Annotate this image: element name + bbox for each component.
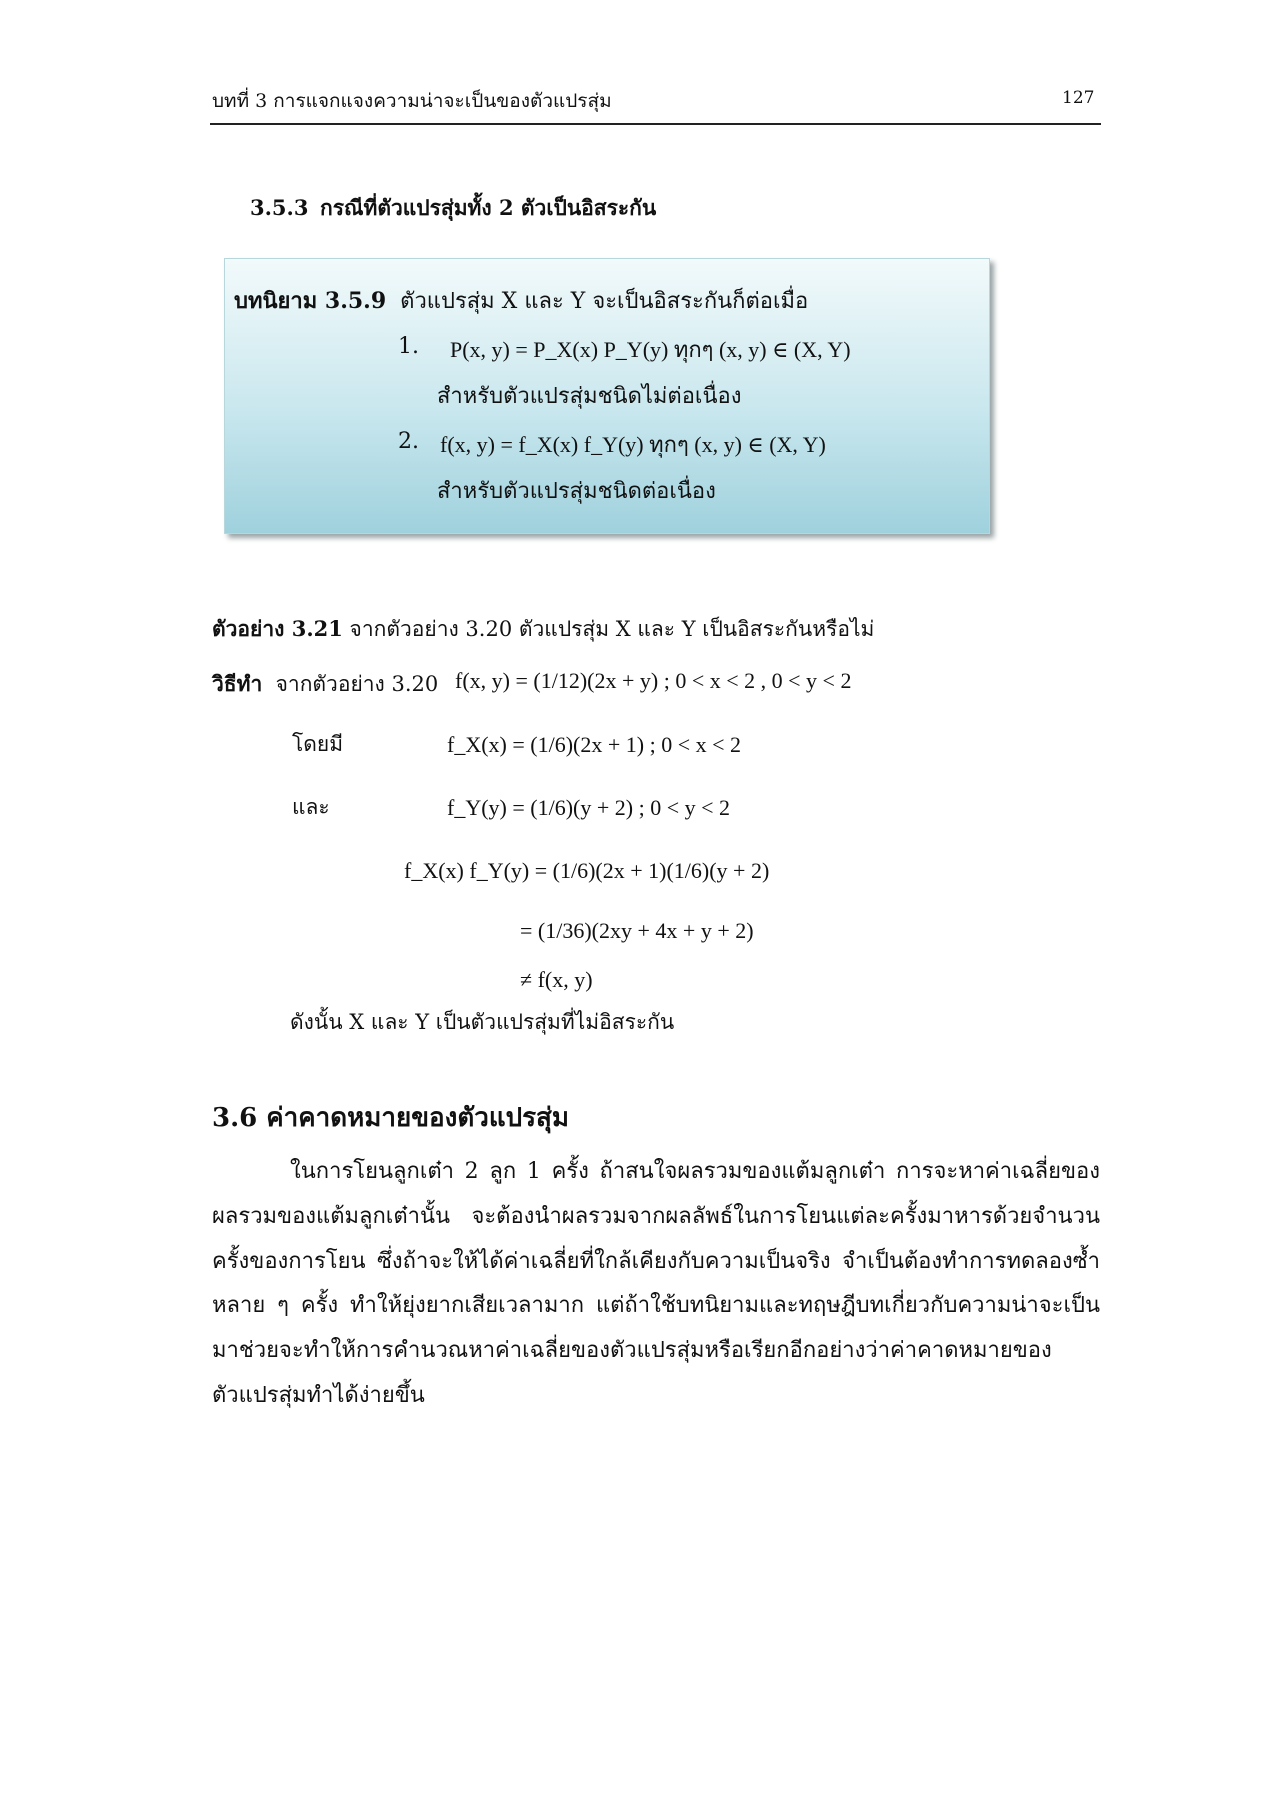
subsection-title: กรณีที่ตัวแปรสุ่มทั้ง 2 ตัวเป็นอิสระกัน	[320, 195, 657, 220]
page-number: 127	[1062, 88, 1095, 108]
definition-intro: ตัวแปรสุ่ม X และ Y จะเป็นอิสระกันก็ต่อเมื่อ	[400, 289, 809, 314]
definition-label: บทนิยาม 3.5.9	[234, 288, 387, 314]
label-and: และ	[292, 795, 330, 819]
solution-line	[212, 668, 438, 701]
equation-expanded: = (1/36)(2xy + 4x + y + 2)	[520, 918, 754, 943]
header-rule	[210, 123, 1101, 125]
definition-item-2-formula: f(x, y) = f_X(x) f_Y(y) ทุกๆ (x, y) ∈ (X, Y)	[440, 432, 826, 457]
definition-item-1-formula: P(x, y) = P_X(x) P_Y(y) ทุกๆ (x, y) ∈ (X, Y)	[450, 337, 851, 362]
definition-heading-line	[234, 283, 808, 318]
solution-ref: จากตัวอย่าง 3.20	[275, 672, 439, 696]
example-conclusion: ดังนั้น X และ Y เป็นตัวแปรสุ่มที่ไม่อิสระกัน	[290, 1010, 675, 1034]
equation-not-equal: ≠ f(x, y)	[520, 967, 593, 992]
definition-item-1-marker: 1.	[398, 334, 419, 359]
example-label: ตัวอย่าง 3.21	[212, 616, 343, 641]
definition-item-1-note: สำหรับตัวแปรสุ่มชนิดไม่ต่อเนื่อง	[437, 384, 742, 409]
subsection-number: 3.5.3	[250, 195, 309, 220]
subsection-heading	[250, 192, 656, 225]
solution-label: วิธีทำ	[212, 671, 263, 696]
section-paragraph-text: ในการโยนลูกเต๋า 2 ลูก 1 ครั้ง ถ้าสนใจผลรวมของแต้มลูกเต๋า การจะหาค่าเฉลี่ยของผลรวมของแต้มลูกเต๋านั้น จะต้องนำผลรวมจากผลลัพธ์ในการโยนแต่ละครั้งมาหารด้วยจำนวนครั้งของการโยน ซึ่งถ้าจะให้ได้ค่าเฉลี่ยที่ใกล้เคียงกับความเป็นจริง จำเป็นต้องทำการทดลองซ้ำหลาย ๆ ครั้ง ทำให้ยุ่งยากเสียเวลามาก แต่ถ้าใช้บทนิยามและทฤษฎีบทเกี่ยวกับความน่าจะเป็นมาช่วยจะทำให้การคำนวณหาค่าเฉลี่ยของตัวแปรสุ่มหรือเรียกอีกอย่างว่าค่าคาดหมายของตัวแปรสุ่มทำได้ง่ายขึ้น	[212, 1159, 1100, 1408]
section-heading: 3.6 ค่าคาดหมายของตัวแปรสุ่ม	[212, 1103, 570, 1133]
running-header-title: บทที่ 3 การแจกแจงความน่าจะเป็นของตัวแปรสุ่ม	[212, 90, 612, 112]
definition-item-2-marker: 2.	[398, 429, 419, 454]
equation-product: f_X(x) f_Y(y) = (1/6)(2x + 1)(1/6)(y + 2)	[404, 858, 770, 883]
equation-marginal-y: f_Y(y) = (1/6)(y + 2) ; 0 < y < 2	[447, 795, 731, 820]
definition-item-2-note: สำหรับตัวแปรสุ่มชนิดต่อเนื่อง	[437, 479, 716, 504]
equation-joint-pdf: f(x, y) = (1/12)(2x + y) ; 0 < x < 2 , 0 < y < 2	[455, 668, 852, 693]
label-given: โดยมี	[292, 732, 344, 756]
example-question: จากตัวอย่าง 3.20 ตัวแปรสุ่ม X และ Y เป็นอิสระกันหรือไม่	[349, 617, 875, 641]
example-question-line	[212, 613, 874, 646]
section-paragraph	[212, 1150, 1100, 1419]
equation-marginal-x: f_X(x) = (1/6)(2x + 1) ; 0 < x < 2	[447, 732, 742, 757]
